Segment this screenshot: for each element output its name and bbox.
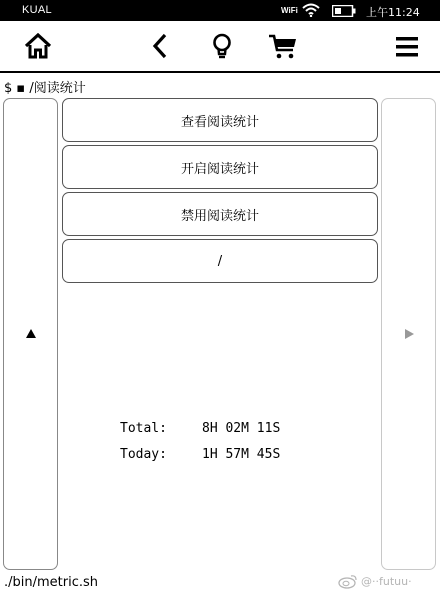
total-label: Total: xyxy=(120,421,167,436)
enable-stats-button[interactable]: 开启阅读统计 xyxy=(62,145,378,189)
carrier-label: KUAL xyxy=(22,4,52,16)
view-stats-button[interactable]: 查看阅读统计 xyxy=(62,98,378,142)
menu-icon[interactable] xyxy=(396,37,418,57)
cart-icon[interactable] xyxy=(268,33,298,61)
watermark xyxy=(338,574,412,589)
arrow-right-icon xyxy=(405,329,414,339)
script-path: ./bin/metric.sh xyxy=(4,575,99,590)
battery-icon xyxy=(332,5,356,17)
home-icon[interactable] xyxy=(24,33,52,59)
total-value: 8H 02M 11S xyxy=(202,421,281,436)
lightbulb-icon[interactable] xyxy=(211,33,233,61)
arrow-up-icon xyxy=(26,329,36,338)
clock: 上午11:24 xyxy=(366,6,420,19)
back-icon[interactable] xyxy=(150,33,170,59)
today-value: 1H 57M 45S xyxy=(202,447,281,462)
wifi-label: WiFi xyxy=(281,6,298,15)
shell-prompt: $ ▪ xyxy=(4,81,30,96)
breadcrumb xyxy=(4,77,86,96)
reading-stats xyxy=(120,416,280,468)
weibo-logo-icon xyxy=(338,574,358,589)
watermark-text: @··futuu· xyxy=(361,575,412,588)
wifi-icon xyxy=(302,3,320,17)
next-page-button[interactable] xyxy=(381,98,436,570)
today-label: Today: xyxy=(120,447,167,462)
status-bar xyxy=(0,0,440,21)
disable-stats-button[interactable]: 禁用阅读统计 xyxy=(62,192,378,236)
today-row xyxy=(120,442,280,468)
total-row xyxy=(120,416,280,442)
scroll-up-button[interactable] xyxy=(3,98,58,570)
root-dir-button[interactable]: / xyxy=(62,239,378,283)
current-path: /阅读统计 xyxy=(29,81,86,96)
toolbar xyxy=(0,21,440,73)
